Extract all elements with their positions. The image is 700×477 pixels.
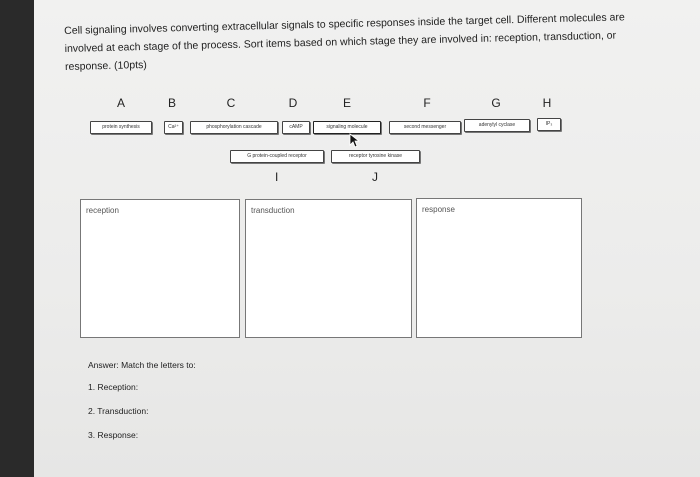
letter-j: J	[372, 170, 378, 184]
letter-c: C	[226, 96, 236, 110]
item-tile-a[interactable]: protein synthesis	[90, 121, 152, 134]
item-tile-h[interactable]: IP₃	[537, 118, 561, 131]
item-tile-i[interactable]: G protein-coupled receptor	[230, 150, 324, 163]
answer-reception: 1. Reception:	[88, 382, 139, 392]
letter-d: D	[288, 96, 298, 110]
item-tile-b[interactable]: Ca²⁺	[164, 121, 183, 134]
mouse-cursor-icon	[349, 133, 359, 149]
drop-zone-reception-label: reception	[86, 206, 119, 215]
letter-i: I	[275, 170, 279, 184]
letter-b: B	[167, 96, 176, 110]
prompt-line-1: Cell signaling involves converting extracellular signals to specific responses inside the target cell. Different molecules are	[64, 11, 625, 37]
drop-zone-response-label: response	[422, 205, 455, 214]
drop-zone-reception[interactable]	[80, 199, 240, 338]
answer-response: 3. Response:	[88, 430, 139, 440]
item-tile-j[interactable]: receptor tyrosine kinase	[331, 150, 420, 163]
answer-transduction: 2. Transduction:	[88, 406, 149, 416]
answer-title: Answer: Match the letters to:	[88, 360, 196, 370]
drop-zone-transduction-label: transduction	[251, 206, 295, 215]
letter-a: A	[116, 96, 125, 110]
item-tile-d[interactable]: cAMP	[282, 121, 310, 134]
drop-zone-transduction[interactable]	[245, 199, 412, 338]
drop-zone-response[interactable]	[416, 198, 582, 338]
letter-h: H	[542, 96, 552, 110]
letter-e: E	[342, 96, 351, 110]
column-letters	[92, 96, 572, 112]
item-tile-c[interactable]: phosphorylation cascade	[190, 121, 278, 134]
item-tile-g[interactable]: adenylyl cyclase	[464, 119, 530, 132]
prompt-line-3: response. (10pts)	[64, 58, 147, 73]
letter-g: G	[491, 96, 501, 110]
item-tile-f[interactable]: second messenger	[389, 121, 461, 134]
item-tile-e[interactable]: signaling molecule	[313, 121, 381, 134]
letter-f: F	[423, 96, 431, 110]
prompt-line-2: involved at each stage of the process. Sort items based on which stage they are involved in: reception, transduction, or	[64, 29, 617, 55]
